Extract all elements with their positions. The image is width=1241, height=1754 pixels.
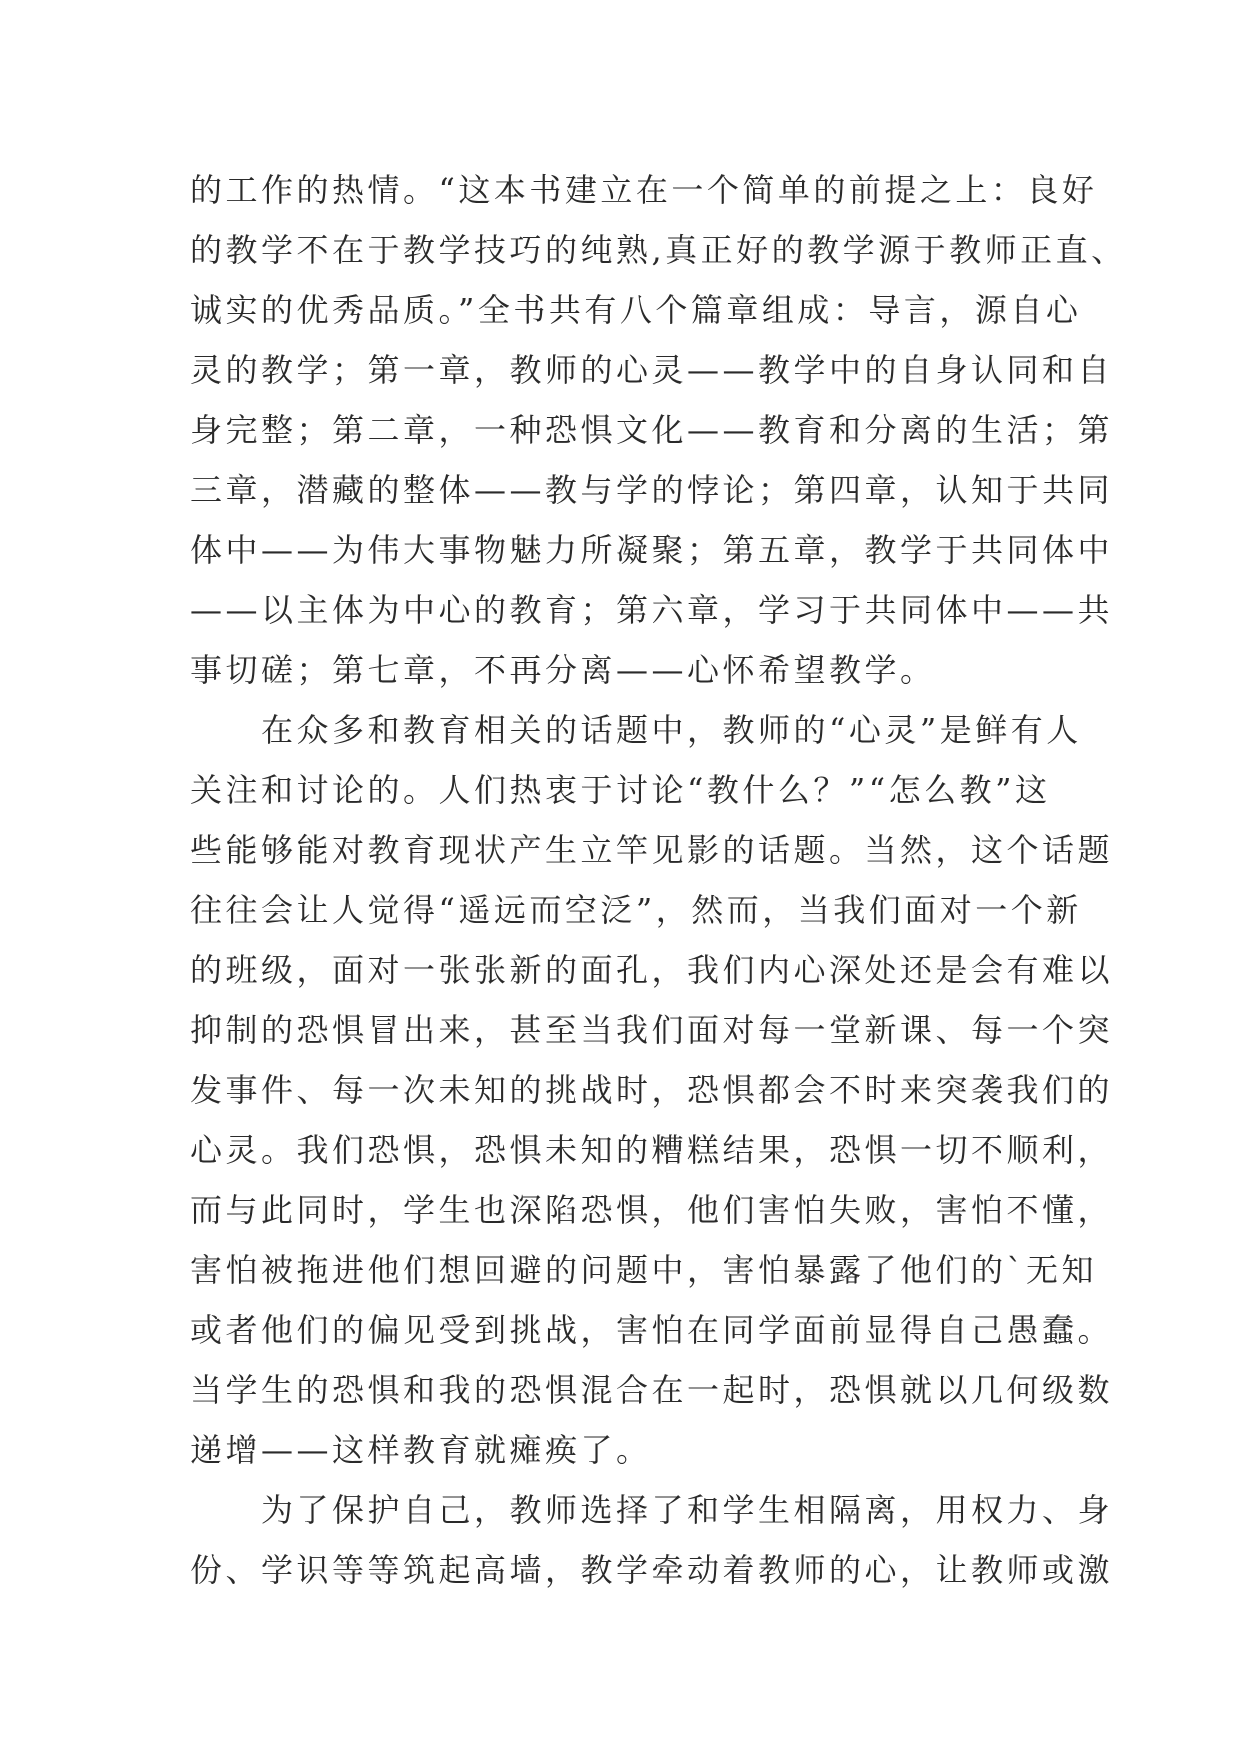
text-line: 往往会让人觉得“遥远而空泛”，然而，当我们面对一个新: [190, 891, 1082, 929]
text-line: 身完整；第二章，一种恐惧文化——教育和分离的生活；第: [190, 411, 1114, 449]
text-line: 发事件、每一次未知的挑战时，恐惧都会不时来突袭我们的: [190, 1071, 1114, 1109]
text-line: 害怕被拖进他们想回避的问题中，害怕暴露了他们的`无知: [190, 1251, 1098, 1289]
text-line: 些能够能对教育现状产生立竿见影的话题。当然，这个话题: [190, 831, 1114, 869]
text-line: 而与此同时，学生也深陷恐惧，他们害怕失败，害怕不懂，: [190, 1191, 1114, 1229]
text-line: 诚实的优秀品质。”全书共有八个篇章组成：导言，源自心: [190, 291, 1082, 329]
text-line: 为了保护自己，教师选择了和学生相隔离，用权力、身: [190, 1491, 1114, 1529]
text-line: 灵的教学；第一章，教师的心灵——教学中的自身认同和自: [190, 351, 1114, 389]
text-line: 份、学识等等筑起高墙，教学牵动着教师的心，让教师或激: [190, 1551, 1114, 1589]
text-line: 当学生的恐惧和我的恐惧混合在一起时，恐惧就以几何级数: [190, 1371, 1114, 1409]
text-line: 关注和讨论的。人们热衷于讨论“教什么？”“怎么教”这: [190, 771, 1051, 809]
text-line: 的工作的热情。“这本书建立在一个简单的前提之上：良好: [190, 171, 1098, 209]
text-line: 递增——这样教育就瘫痪了。: [190, 1431, 652, 1469]
text-line: 的教学不在于教学技巧的纯熟,真正好的教学源于教师正直、: [190, 231, 1127, 269]
text-line: ——以主体为中心的教育；第六章，学习于共同体中——共: [190, 591, 1114, 629]
text-line: 的班级，面对一张张新的面孔，我们内心深处还是会有难以: [190, 951, 1114, 989]
text-line: 三章，潜藏的整体——教与学的悖论；第四章，认知于共同: [190, 471, 1114, 509]
text-line: 在众多和教育相关的话题中，教师的“心灵”是鲜有人: [190, 711, 1082, 749]
text-line: 心灵。我们恐惧，恐惧未知的糟糕结果，恐惧一切不顺利，: [190, 1131, 1114, 1169]
text-line: 事切磋；第七章，不再分离——心怀希望教学。: [190, 651, 936, 689]
text-line: 或者他们的偏见受到挑战，害怕在同学面前显得自己愚蠢。: [190, 1311, 1114, 1349]
text-line: 抑制的恐惧冒出来，甚至当我们面对每一堂新课、每一个突: [190, 1011, 1114, 1049]
text-line: 体中——为伟大事物魅力所凝聚；第五章，教学于共同体中: [190, 531, 1114, 569]
body-text: [190, 160, 1127, 1600]
